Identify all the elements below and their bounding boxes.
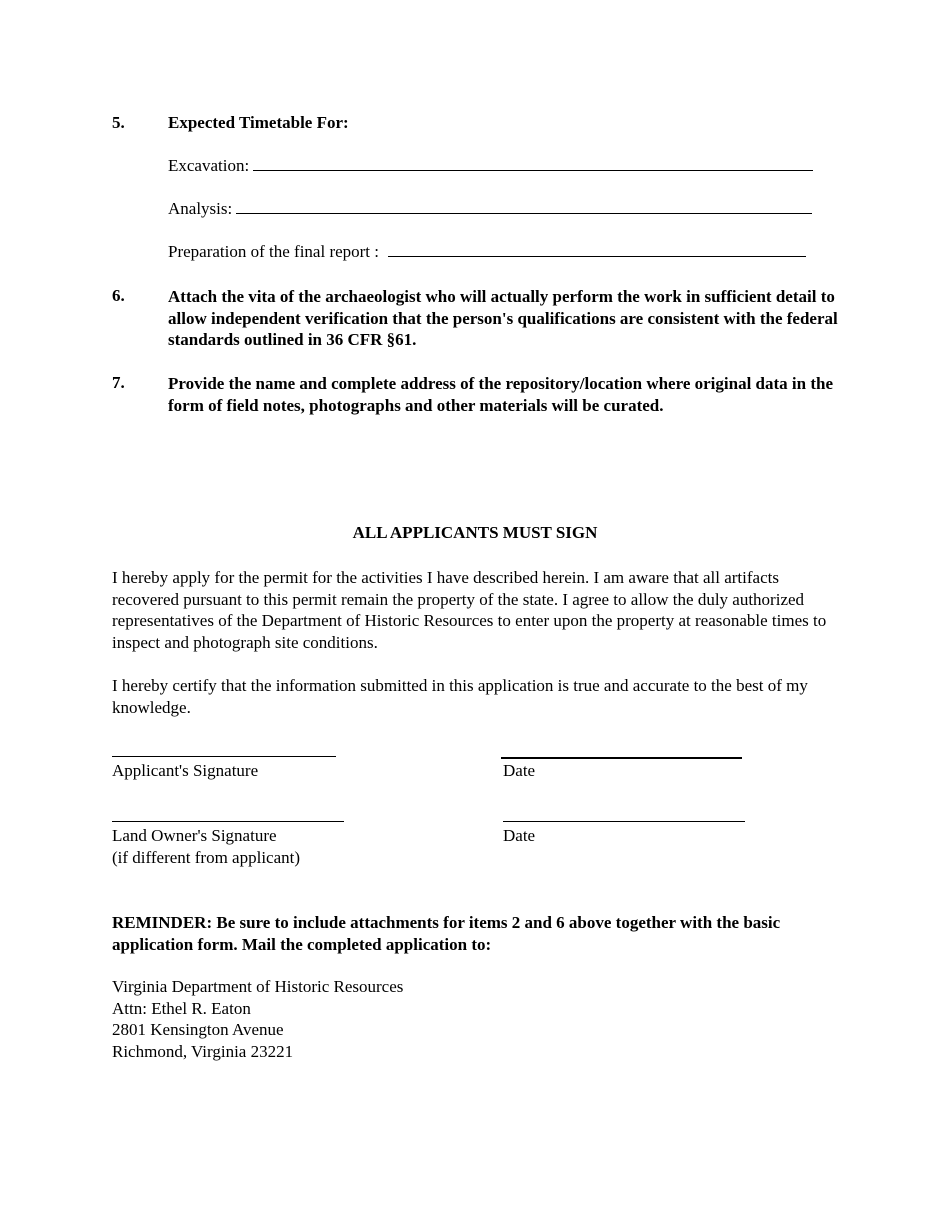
analysis-field bbox=[168, 199, 812, 219]
item-6-text: Attach the vita of the archaeologist who will actually perform the work in sufficient detail to allow independent verification that the person's qualifications are consistent with the federal standards outlined in 36 CFR §61. bbox=[168, 287, 838, 350]
application-statement: I hereby apply for the permit for the activities I have described herein. I am aware that all artifacts recovered pursuant to this permit remain the property of the state. I agree to allow the duly authorized representatives of the Department of Historic Resources to enter upon the property at reasonable times to inspect and photograph site conditions. bbox=[112, 568, 827, 653]
item-7-text: Provide the name and complete address of the repository/location where original data in the form of field notes, photographs and other materials will be curated. bbox=[168, 374, 834, 415]
item-5-number: 5. bbox=[112, 113, 125, 132]
certification-statement: I hereby certify that the information submitted in this application is true and accurate to the best of my knowledge. bbox=[112, 676, 808, 717]
analysis-label: Analysis: bbox=[168, 199, 233, 218]
sign-heading: ALL APPLICANTS MUST SIGN bbox=[352, 523, 598, 542]
address-line-4: Richmond, Virginia 23221 bbox=[112, 1042, 294, 1061]
applicant-date-line[interactable] bbox=[501, 757, 742, 759]
applicant-date-label: Date bbox=[503, 761, 536, 780]
excavation-field bbox=[168, 156, 813, 176]
landowner-note: (if different from applicant) bbox=[112, 848, 301, 867]
landowner-signature-line[interactable] bbox=[112, 821, 344, 822]
item-6-number: 6. bbox=[112, 286, 125, 305]
item-5-heading: Expected Timetable For: bbox=[168, 113, 349, 132]
excavation-label: Excavation: bbox=[168, 156, 250, 175]
analysis-blank-line[interactable] bbox=[236, 199, 812, 214]
address-line-2: Attn: Ethel R. Eaton bbox=[112, 999, 251, 1018]
applicant-signature-label: Applicant's Signature bbox=[112, 761, 259, 780]
final-report-blank-line[interactable] bbox=[388, 242, 806, 257]
address-line-3: 2801 Kensington Avenue bbox=[112, 1020, 284, 1039]
excavation-blank-line[interactable] bbox=[253, 156, 813, 171]
landowner-date-label: Date bbox=[503, 826, 536, 845]
final-report-field bbox=[168, 242, 806, 262]
landowner-date-line[interactable] bbox=[503, 821, 745, 822]
item-7-number: 7. bbox=[112, 373, 125, 392]
landowner-signature-label: Land Owner's Signature bbox=[112, 826, 277, 845]
applicant-signature-line[interactable] bbox=[112, 756, 336, 757]
reminder-text: REMINDER: Be sure to include attachments for items 2 and 6 above together with the basic application form. Mail the completed application to: bbox=[112, 913, 781, 954]
address-line-1: Virginia Department of Historic Resources bbox=[112, 977, 404, 996]
final-report-label: Preparation of the final report : bbox=[168, 242, 380, 261]
